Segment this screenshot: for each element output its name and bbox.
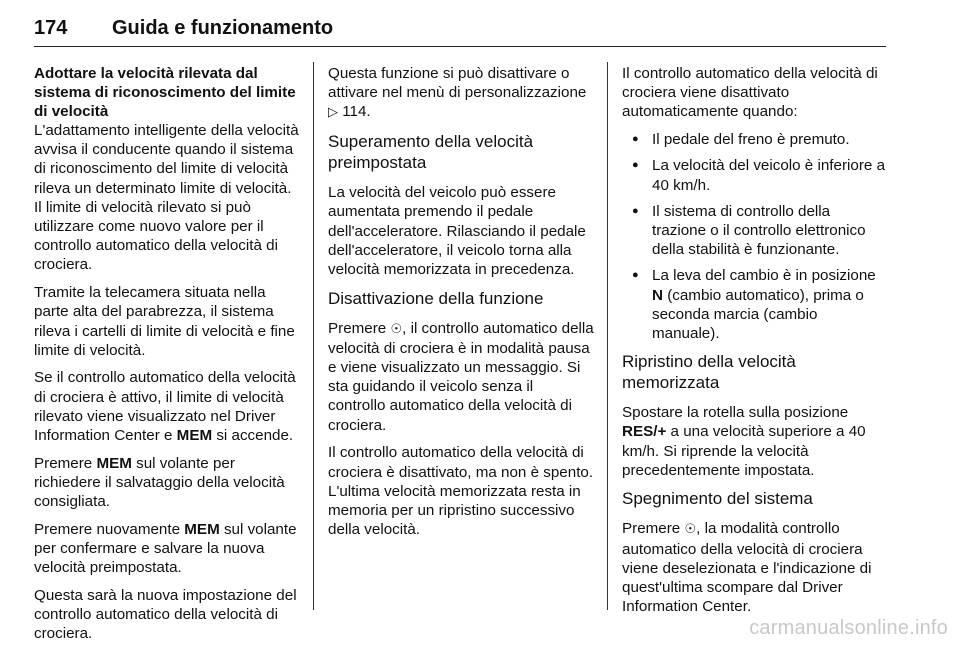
paragraph: La velocità del veicolo può essere aumentata premendo il pedale dell'acceleratore. Rilasciando il pedale dell'acceleratore, il veicolo torna alla velocità memorizzata in precedenza. <box>328 184 586 278</box>
mem-label: MEM <box>184 520 220 538</box>
list-item: ● La velocità del veicolo è inferiore a 40 km/h. <box>622 156 888 194</box>
section-heading: Disattivazione della funzione <box>328 288 544 308</box>
paragraph: Premere ☉, il controllo automatico della velocità di crociera è in modalità pausa e viene visualizzato un messaggio. Si sta guidando il veicolo senza il controllo automatico della velocità di crociera. <box>328 319 594 434</box>
paragraph: Spostare la rotella sulla posizione RES/+ a una velocità superiore a 40 km/h. Si riprende la velocità precedentemente impostata. <box>622 404 866 479</box>
paragraph: L'adattamento intelligente della velocità avvisa il conducente quando il sistema di riconoscimento del limite di velocità rileva un determinato limite di velocità. Il limite di velocità rilevato si può utilizzare come nuovo valore per il controllo automatico della velocità di crociera. <box>34 122 299 274</box>
paragraph: Se il controllo automatico della velocità di crociera è attivo, il limite di velocità rilevato viene visualizzato nel Driver Information Center e MEM si accende. <box>34 369 296 445</box>
column-2 <box>328 64 594 548</box>
column-3 <box>622 64 888 625</box>
list-item: ● La leva del cambio è in posizione N (cambio automatico), prima o seconda marcia (cambio manuale). <box>622 266 888 343</box>
subheading: Adottare la velocità rilevata dal sistema di riconoscimento del limite di velocità <box>34 65 296 120</box>
condition-list <box>622 130 888 343</box>
mem-label: MEM <box>176 427 213 445</box>
paragraph: Tramite la telecamera situata nella parte alta del parabrezza, il sistema rileva i cartelli di limite di velocità e fine limite di velocità. <box>34 284 295 359</box>
cruise-pause-icon: ☉ <box>390 321 403 337</box>
page-header <box>34 10 886 47</box>
watermark: carmanualsonline.info <box>749 617 948 639</box>
list-item: ● Il sistema di controllo della trazione o il controllo elettronico della stabilità è funzionante. <box>622 202 888 260</box>
section-heading: Spegnimento del sistema <box>622 489 813 509</box>
res-label: RES/+ <box>622 423 667 441</box>
list-item: ● Il pedale del freno è premuto. <box>622 130 888 149</box>
paragraph: Questa sarà la nuova impostazione del controllo automatico della velocità di crociera. <box>34 586 297 643</box>
section-title: Guida e funzionamento <box>112 16 334 39</box>
paragraph: Questa funzione si può disattivare o attivare nel menù di personalizzazione ▷ 114. <box>328 65 587 121</box>
paragraph: Premere nuovamente MEM sul volante per confermare e salvare la nuova velocità preimpostata. <box>34 520 297 577</box>
column-1 <box>34 64 300 652</box>
paragraph: Premere ☉, la modalità controllo automatico della velocità di crociera viene deselezionata e l'indicazione di quest'ultima scompare dal Driver Information Center. <box>622 520 872 616</box>
column-divider <box>607 62 608 610</box>
column-divider <box>313 62 314 610</box>
section-heading: Ripristino della velocità memorizzata <box>622 352 796 393</box>
page-number: 174 <box>34 16 68 39</box>
paragraph: Il controllo automatico della velocità di crociera è disattivato, ma non è spento. L'ultima velocità memorizzata resta in memoria per un ripristino successivo della velocità. <box>328 444 594 539</box>
paragraph: Premere MEM sul volante per richiedere il salvataggio della velocità consigliata. <box>34 454 285 511</box>
triangle-right-icon: ▷ <box>328 105 338 121</box>
paragraph: Il controllo automatico della velocità di crociera viene disattivato automaticamente quando: <box>622 65 878 121</box>
mem-label: MEM <box>96 454 132 472</box>
cruise-off-icon: ☉ <box>684 522 697 538</box>
section-heading: Superamento della velocità preimpostata <box>328 132 534 173</box>
